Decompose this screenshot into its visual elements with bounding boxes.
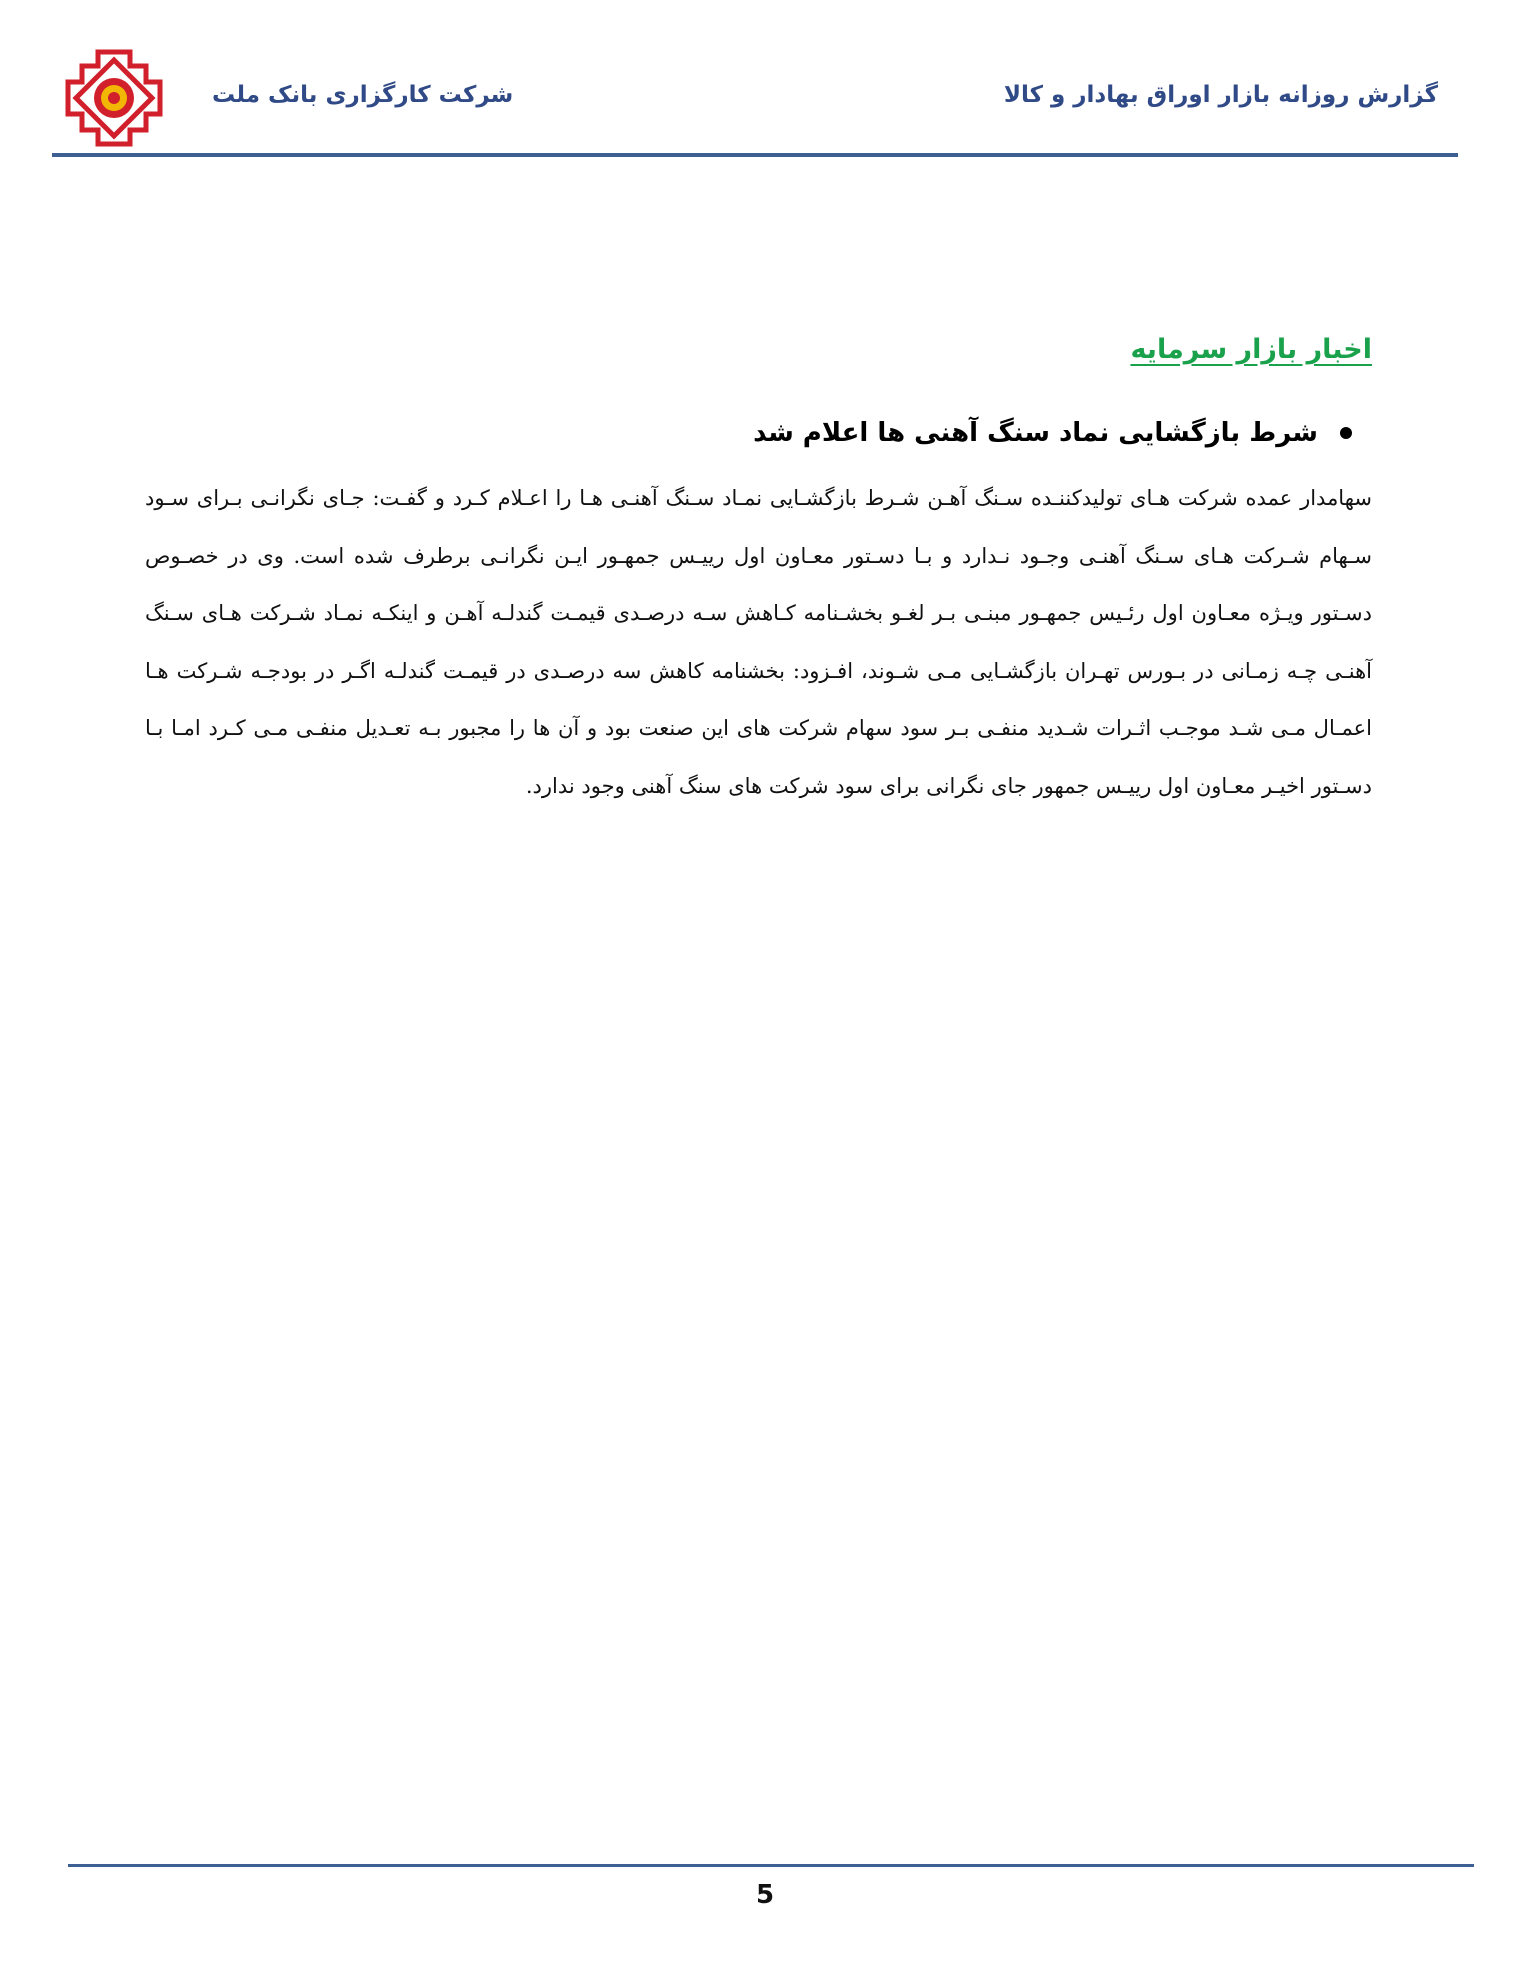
report-title: گزارش روزانه بازار اوراق بهادار و کالا <box>1003 82 1438 108</box>
header-divider <box>52 153 1458 157</box>
bullet-icon <box>1340 427 1352 439</box>
bank-mellat-logo-icon <box>62 46 166 150</box>
news-title: شرط بازگشایی نماد سنگ آهنی ها اعلام شد <box>753 418 1318 448</box>
news-body: سهامدار عمده شرکت هـای تولیدکننـده سـنگ آهـن شـرط بازگشـایی نمـاد سـنگ آهنـی هـا را اعـلام کـرد و گفـت: جـای نگرانـی بـرای سـود سـهام شـرکت هـای سـنگ آهنـی وجـود نـدارد و بـا دسـتور معـاون اول رییـس جمهـور ایـن نگرانـی برطرف شده است. وی در خصـوص دسـتور ویـژه معـاون اول رئـیس جمهـور مبنـی بـر لغـو بخشـنامه کـاهش سـه درصـدی قیمـت گندلـه آهـن و اینکـه نمـاد شـرکت هـای سـنگ آهنـی چـه زمـانی در بـورس تهـران بازگشـایی مـی شـوند، افـزود: بخشنامه کاهش سه درصـدی در قیمـت گندلـه اگـر در بودجـه شـرکت هـا اعمـال مـی شـد موجـب اثـرات شـدید منفـی بـر سود سهام شرکت های این صنعت بود و آن ها را مجبور بـه تعـدیل منفـی مـی کـرد امـا بـا دسـتور اخیـر معـاون اول رییـس جمهور جای نگرانی برای سود شرکت های سنگ آهنی وجود ندارد. <box>145 486 1373 798</box>
footer-divider <box>68 1864 1474 1867</box>
company-name: شرکت کارگزاری بانک ملت <box>212 82 514 108</box>
page-number: 5 <box>755 1880 775 1910</box>
news-headline <box>753 418 1372 448</box>
section-heading: اخبار بازار سرمایه <box>1130 334 1372 365</box>
